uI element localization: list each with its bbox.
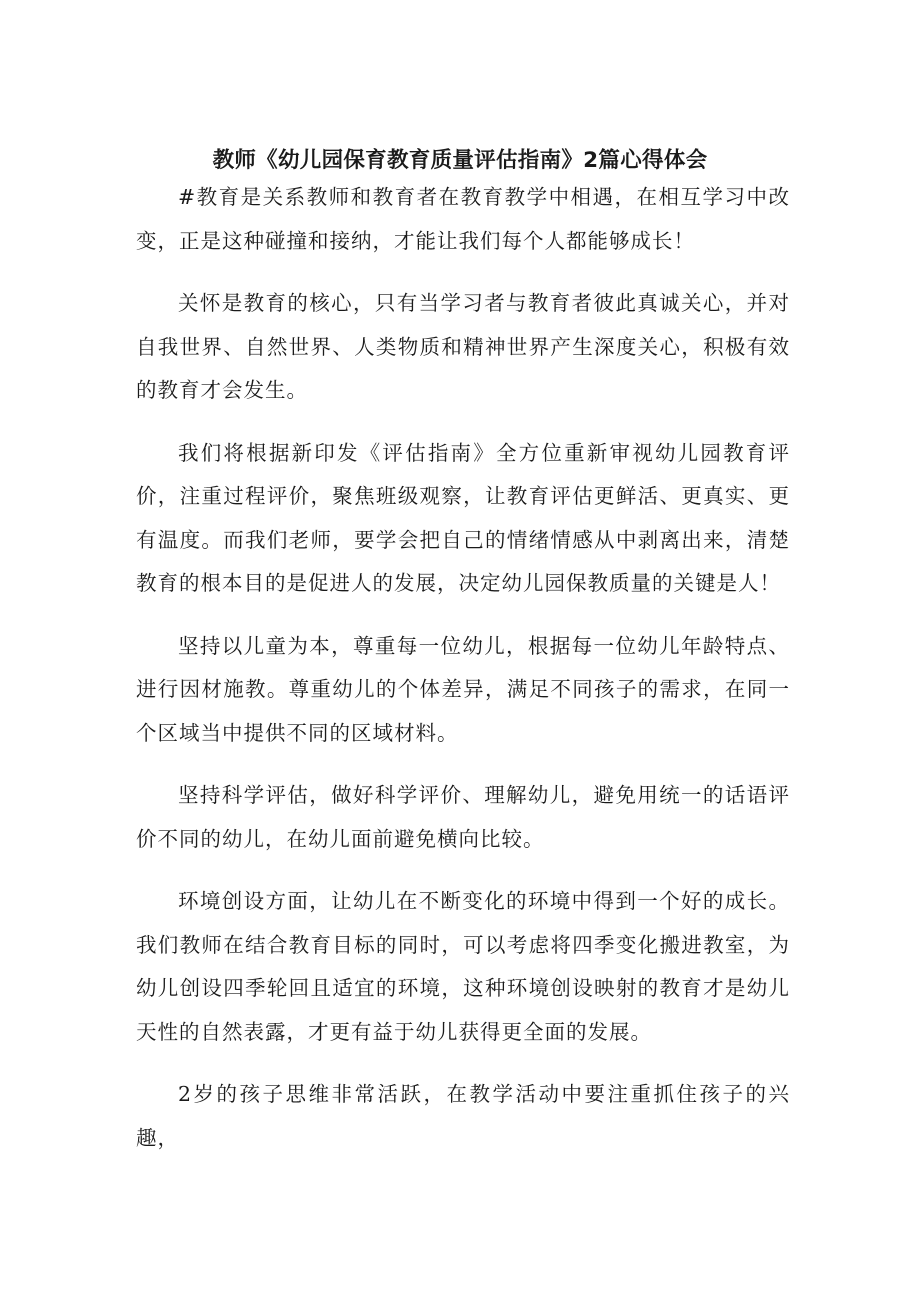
paragraph: 坚持以儿童为本，尊重每一位幼儿，根据每一位幼儿年龄特点、进行因材施教。尊重幼儿的个体差异，满足不同孩子的需求，在同一个区域当中提供不同的区域材料。	[136, 633, 790, 745]
document-body	[136, 176, 790, 1179]
paragraph: #教育是关系教师和教育者在教育教学中相遇，在相互学习中改变，正是这种碰撞和接纳，才能让我们每个人都能够成长！	[136, 185, 790, 253]
paragraph: 关怀是教育的核心，只有当学习者与教育者彼此真诚关心，并对自我世界、自然世界、人类物质和精神世界产生深度关心，积极有效的教育才会发生。	[136, 291, 790, 402]
paragraph: 2岁的孩子思维非常活跃，在教学活动中要注重抓住孩子的兴趣，	[136, 1082, 790, 1150]
paragraph: 坚持科学评估，做好科学评价、理解幼儿，避免用统一的话语评价不同的幼儿，在幼儿面前避免横向比较。	[136, 783, 790, 851]
document-title: 教师《幼儿园保育教育质量评估指南》2篇心得体会	[212, 148, 708, 173]
paragraph: 我们将根据新印发《评估指南》全方位重新审视幼儿园教育评价，注重过程评价，聚焦班级观察，让教育评估更鲜活、更真实、更有温度。而我们老师，要学会把自己的情绪情感从中剥离出来，清楚教育的根本目的是促进人的发展，决定幼儿园保教质量的关键是人！	[136, 440, 790, 595]
paragraph: 环境创设方面，让幼儿在不断变化的环境中得到一个好的成长。我们教师在结合教育目标的同时，可以考虑将四季变化搬进教室，为幼儿创设四季轮回且适宜的环境，这种环境创设映射的教育才是幼儿天性的自然表露，才更有益于幼儿获得更全面的发展。	[136, 889, 790, 1044]
